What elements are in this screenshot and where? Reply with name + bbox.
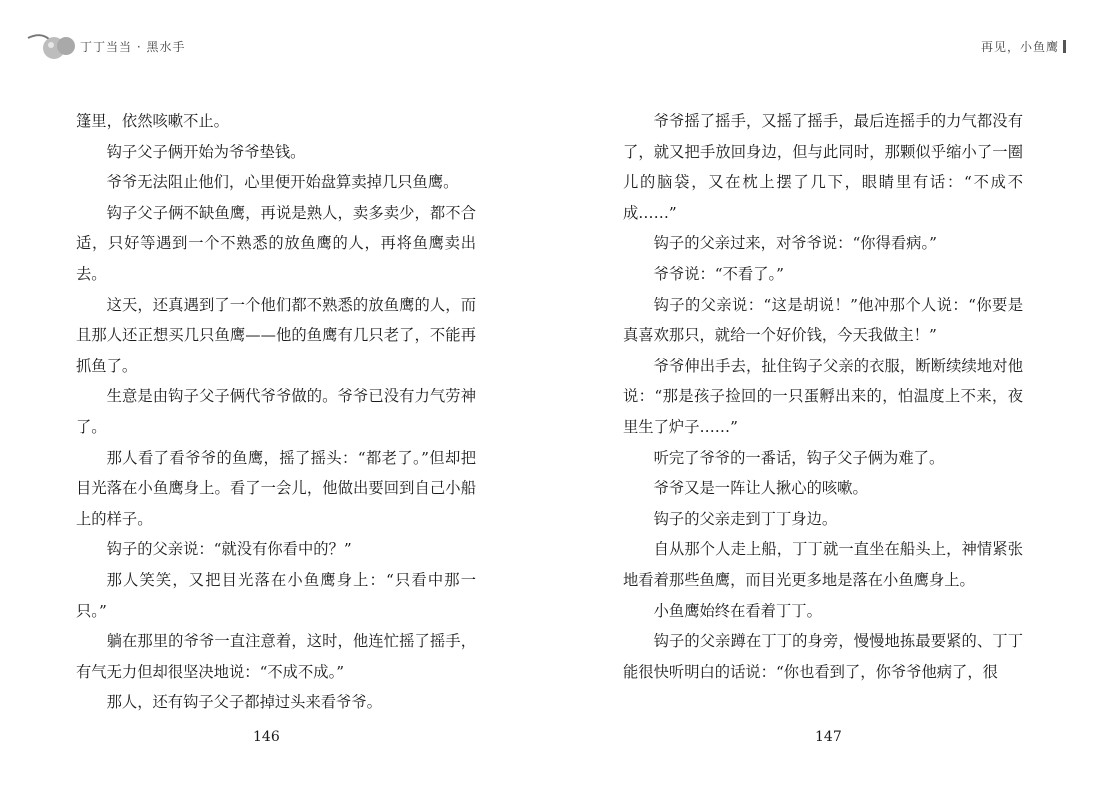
paragraph: 爷爷摇了摇手，又摇了摇手，最后连摇手的力气都没有了，就又把手放回身边，但与此同时，那颗似乎缩小了一圈儿的脑袋，又在枕上摆了几下，眼睛里有话：“不成不成……” [623,112,1023,222]
left-page-body [76,106,476,718]
left-page-number: 146 [253,729,280,745]
paragraph: 那人笑笑，又把目光落在小鱼鹰身上：“只看中那一只。” [76,570,476,620]
paragraph: 篷里，依然咳嗽不止。 [76,112,229,130]
header-bar-mark [1063,40,1066,53]
paragraph: 这天，还真遇到了一个他们都不熟悉的放鱼鹰的人，而且那人还正想买几只鱼鹰——他的鱼鹰有几只老了，不能再抓鱼了。 [76,295,476,375]
paragraph: 钩子的父亲过来，对爷爷说：“你得看病。” [653,234,937,253]
paragraph: 那人，还有钩子父子都掉过头来看爷爷。 [106,693,382,712]
right-page-body [623,106,1023,687]
book-title: 再见，小鱼鹰 [980,40,1059,54]
right-page-number: 147 [815,729,842,745]
paragraph: 躺在那里的爷爷一直注意着，这时，他连忙摇了摇手，有气无力但却很坚决地说：“不成不成。” [76,632,476,681]
paragraph: 生意是由钩子父子俩代爷爷做的。爷爷已没有力气劳神了。 [76,387,476,436]
gourd-logo-icon [26,28,78,64]
paragraph: 听完了爷爷的一番话，钩子父子俩为难了。 [653,448,945,467]
paragraph: 钩子的父亲走到丁丁身边。 [653,509,838,528]
paragraph: 钩子的父亲说：“这是胡说！”他冲那个人说：“你要是真喜欢那只，就给一个好价钱，今天我做主！” [623,295,1023,345]
running-header-left [26,28,185,64]
paragraph: 爷爷无法阻止他们，心里便开始盘算卖掉几只鱼鹰。 [106,173,459,192]
running-header-right [981,38,1066,55]
paragraph: 钩子父子俩不缺鱼鹰，再说是熟人，卖多卖少，都不合适，只好等遇到一个不熟悉的放鱼鹰的人，再将鱼鹰卖出去。 [76,203,476,283]
paragraph: 小鱼鹰始终在看着丁丁。 [653,601,822,620]
paragraph: 自从那个人走上船，丁丁就一直坐在船头上，神情紧张地看着那些鱼鹰，而目光更多地是落在小鱼鹰身上。 [623,540,1023,589]
paragraph: 爷爷说：“不看了。” [653,264,784,283]
paragraph: 爷爷又是一阵让人揪心的咳嗽。 [653,479,868,498]
paragraph: 钩子的父亲说：“就没有你看中的？” [106,540,352,559]
paragraph: 钩子父子俩开始为爷爷垫钱。 [106,142,306,161]
paragraph: 爷爷伸出手去，扯住钩子父亲的衣服，断断续续地对他说：“那是孩子捡回的一只蛋孵出来的，怕温度上不来，夜里生了炉子……” [623,356,1023,436]
series-title: 丁丁当当 · 黑水手 [80,39,186,54]
paragraph: 那人看了看爷爷的鱼鹰，摇了摇头：“都老了。”但却把目光落在小鱼鹰身上。看了一会儿，他做出要回到自己小船上的样子。 [76,448,476,528]
paragraph: 钩子的父亲蹲在丁丁的身旁，慢慢地拣最要紧的、丁丁能很快听明白的话说：“你也看到了，你爷爷他病了，很 [623,632,1023,681]
